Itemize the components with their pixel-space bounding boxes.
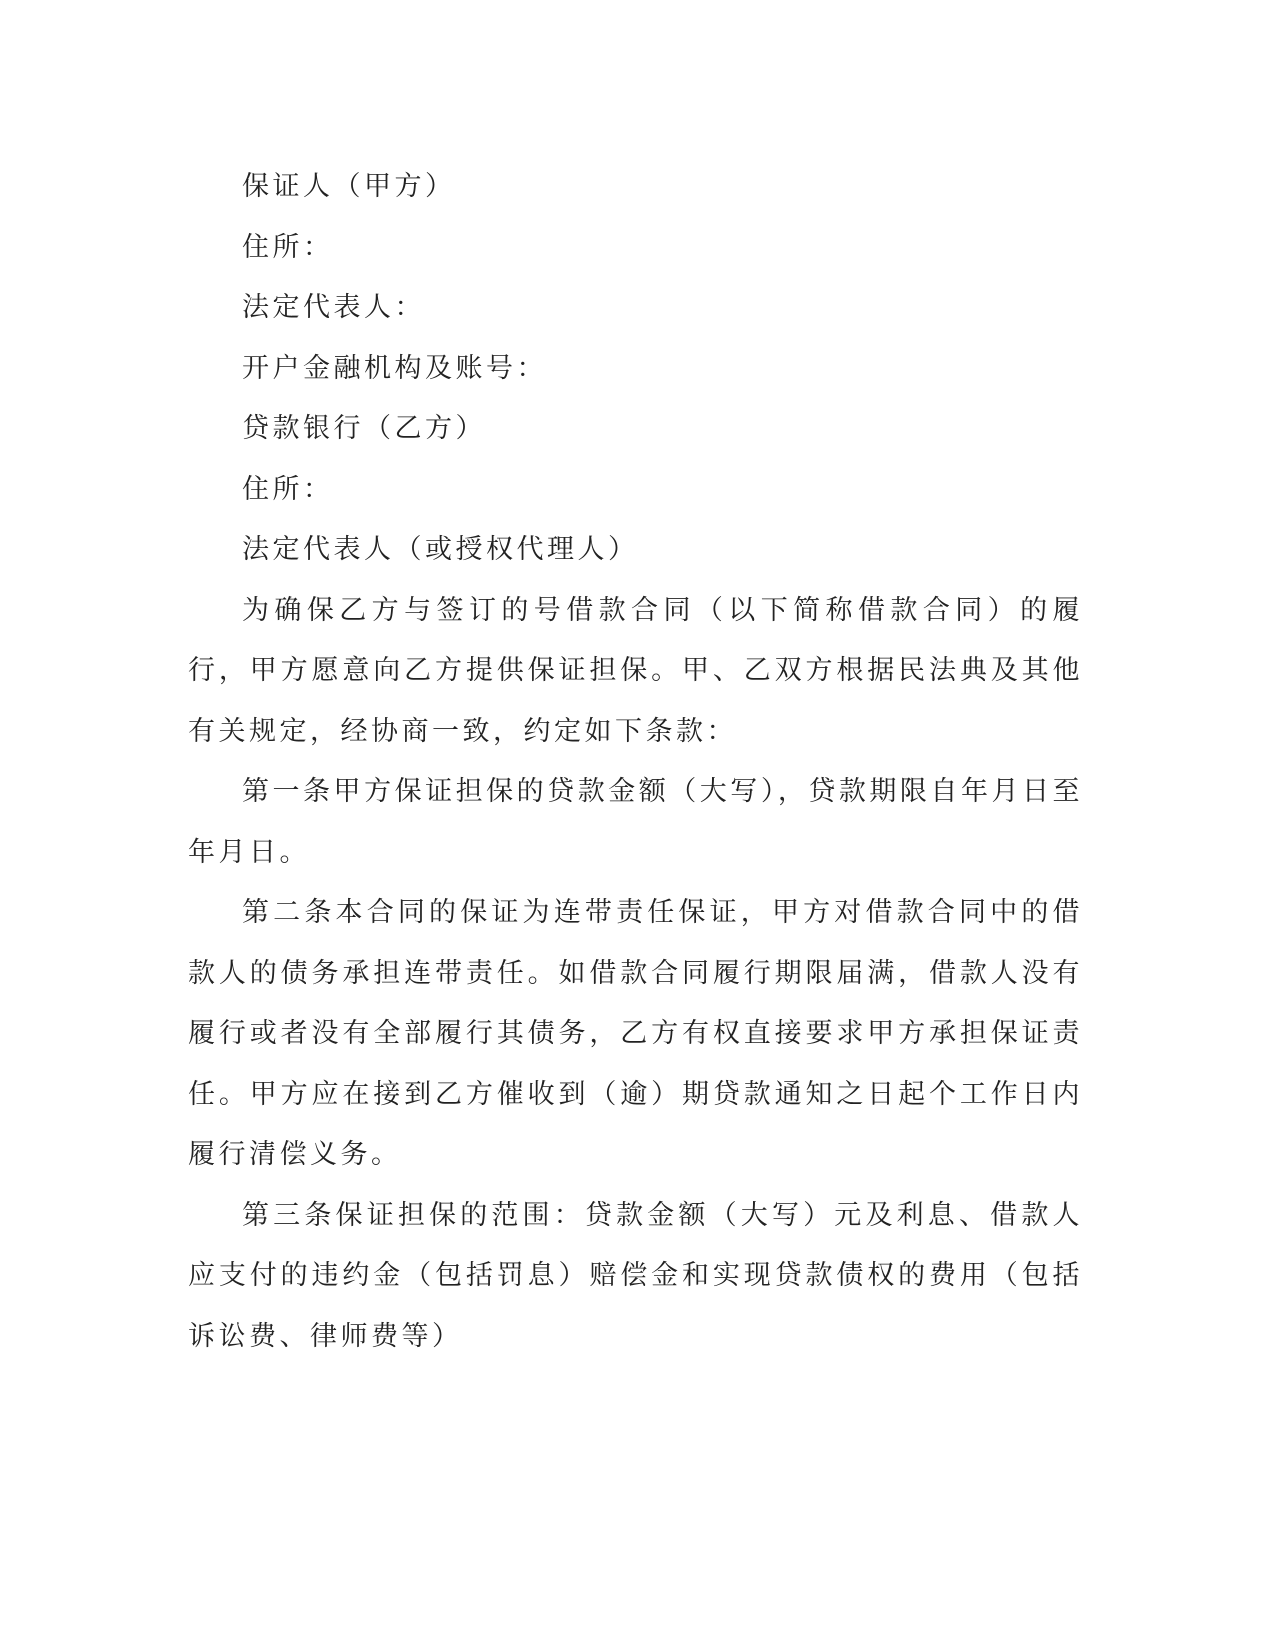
preamble-paragraph: 为确保乙方与签订的号借款合同（以下简称借款合同）的履行，甲方愿意向乙方提供保证担保。甲、乙双方根据民法典及其他有关规定，经协商一致，约定如下条款： <box>188 594 1083 747</box>
guarantor-party-label: 保证人（甲方） <box>242 171 456 202</box>
lender-address-label: 住所： <box>242 473 334 505</box>
guarantor-address-label: 住所： <box>242 231 334 263</box>
article-3-paragraph: 第三条保证担保的范围：贷款金额（大写）元及利息、借款人应支付的违约金（包括罚息）赔偿金和实现贷款债权的费用（包括诉讼费、律师费等） <box>188 1199 1083 1352</box>
lender-legal-rep-label: 法定代表人（或授权代理人） <box>242 534 639 565</box>
document-body <box>188 157 1083 1367</box>
guarantor-bank-account-label: 开户金融机构及账号： <box>242 352 547 384</box>
lender-party-label: 贷款银行（乙方） <box>242 413 486 444</box>
article-1-paragraph: 第一条甲方保证担保的贷款金额（大写），贷款期限自年月日至年月日。 <box>188 776 1083 868</box>
article-2-paragraph: 第二条本合同的保证为连带责任保证，甲方对借款合同中的借款人的债务承担连带责任。如借款合同履行期限届满，借款人没有履行或者没有全部履行其债务，乙方有权直接要求甲方承担保证责任。甲方应在接到乙方催收到（逾）期贷款通知之日起个工作日内履行清偿义务。 <box>188 897 1083 1170</box>
guarantor-legal-rep-label: 法定代表人： <box>242 292 425 323</box>
